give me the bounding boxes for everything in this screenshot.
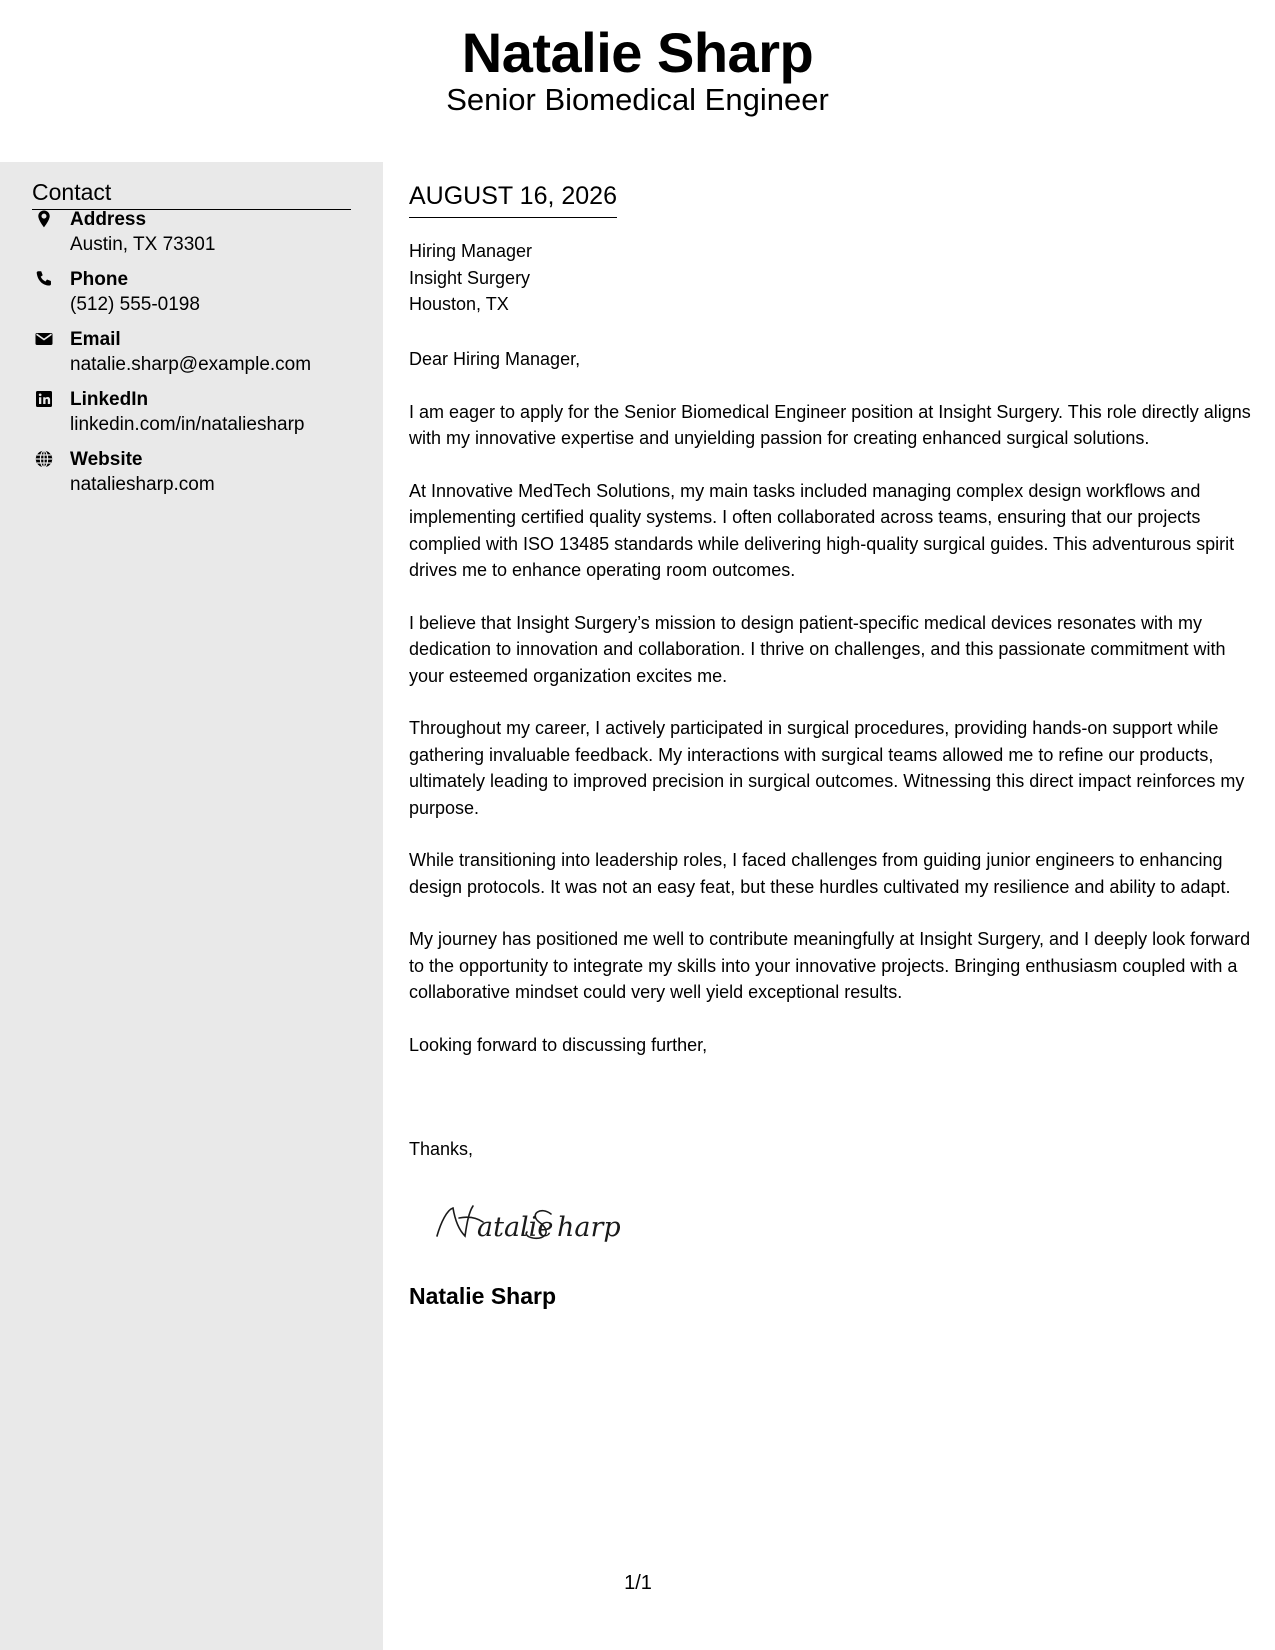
contact-linkedin xyxy=(32,388,362,444)
globe-icon xyxy=(34,449,54,469)
contact-heading: Contact xyxy=(32,176,351,210)
envelope-icon xyxy=(34,329,54,349)
email-label: Email xyxy=(70,329,121,350)
closing-line: Looking forward to discussing further, xyxy=(409,1034,708,1055)
body-paragraph: I believe that Insight Surgery’s mission to design patient-specific medical devices resonates with my dedication to innovation and collaboration. I thrive on challenges, and this passionate commitment with your esteemed organization excites me. xyxy=(409,612,1226,686)
address-label: Address xyxy=(70,209,147,230)
linkedin-icon xyxy=(34,389,54,409)
letter-header xyxy=(0,0,1275,160)
handwritten-signature xyxy=(429,1192,669,1252)
body-paragraph: Throughout my career, I actively participated in surgical procedures, providing hands-on support while gathering invaluable feedback. My interactions with surgical teams allowed me to refine our products, ultimately leading to improved precision in surgical outcomes. Witnessing this direct impact reinforces my purpose. xyxy=(409,718,1245,818)
svg-text:atalie: atalie xyxy=(477,1212,554,1243)
recipient-block xyxy=(409,238,532,318)
body-paragraph: At Innovative MedTech Solutions, my main tasks included managing complex design workflows and implementing certified quality systems. I often collaborated across teams, ensuring that our projects complied with ISO 13485 standards while delivering high-quality surgical guides. This adventurous spirit drives me to enhance operating room outcomes. xyxy=(409,480,1235,580)
website-value: nataliesharp.com xyxy=(70,474,215,495)
phone-icon xyxy=(34,269,54,289)
recipient-line: Insight Surgery xyxy=(409,267,531,288)
linkedin-label: LinkedIn xyxy=(70,389,149,410)
letter-text xyxy=(409,346,1254,1084)
website-label: Website xyxy=(70,449,143,470)
email-value: natalie.sharp@example.com xyxy=(70,354,312,375)
address-value: Austin, TX 73301 xyxy=(70,234,216,255)
body-paragraph: While transitioning into leadership roles, I faced challenges from guiding junior engineers to enhancing design protocols. It was not an easy feat, but these hurdles cultivated my resilience and ability to adapt. xyxy=(409,850,1231,897)
contact-email xyxy=(32,328,362,384)
contact-phone xyxy=(32,268,362,324)
signoff: Thanks, xyxy=(409,1139,474,1159)
contact-website xyxy=(32,448,362,504)
phone-value: (512) 555-0198 xyxy=(70,294,200,315)
applicant-title: Senior Biomedical Engineer xyxy=(446,82,829,117)
salutation: Dear Hiring Manager, xyxy=(409,349,581,369)
applicant-name: Natalie Sharp xyxy=(461,21,814,84)
body-paragraph: I am eager to apply for the Senior Biomedical Engineer position at Insight Surgery. This role directly aligns with my innovative expertise and unyielding passion for creating enhanced surgical solutions. xyxy=(409,401,1251,448)
contact-sidebar xyxy=(0,162,383,1650)
linkedin-value: linkedin.com/in/nataliesharp xyxy=(70,414,305,435)
contact-address xyxy=(32,208,362,264)
body-paragraph: My journey has positioned me well to contribute meaningfully at Insight Surgery, and I deeply look forward to the opportunity to integrate my skills into your innovative projects. Bringing enthusiasm coupled with a collaborative mindset could very well yield exceptional results. xyxy=(409,929,1251,1002)
signer-name: Natalie Sharp xyxy=(409,1283,556,1309)
phone-label: Phone xyxy=(70,269,129,290)
page-number: 1/1 xyxy=(624,1572,652,1594)
recipient-line: Houston, TX xyxy=(409,294,509,314)
map-pin-icon xyxy=(34,209,54,229)
svg-text:harp: harp xyxy=(557,1212,621,1243)
letter-date: AUGUST 16, 2026 xyxy=(409,180,617,218)
recipient-line: Hiring Manager xyxy=(409,241,533,261)
